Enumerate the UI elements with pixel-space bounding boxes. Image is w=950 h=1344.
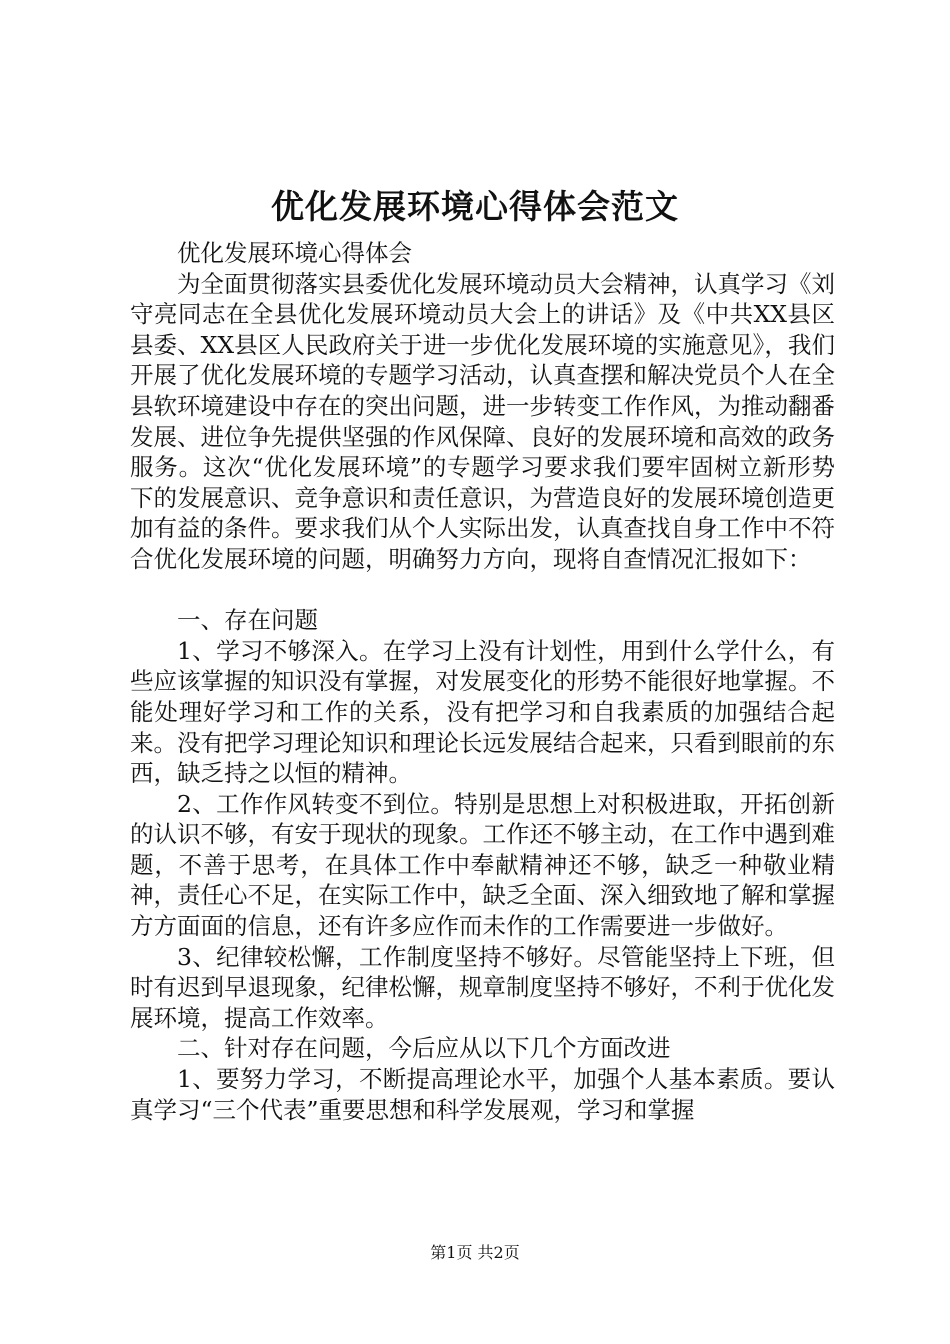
paragraph-intro: 为全面贯彻落实县委优化发展环境动员大会精神，认真学习《刘守亮同志在全县优化发展环境动员大会上的讲话》及《中共XX县区县委、XX县区人民政府关于进一步优化发展环境的实施意见》，我们开展了优化发展环境的专题学习活动，认真查摆和解决党员个人在全县软环境建设中存在的突出问题，进一步转变工作作风，为推动翻番发展、进位争先提供坚强的作风保障、良好的发展环境和高效的政务服务。这次“优化发展环境”的专题学习要求我们要牢固树立新形势下的发展意识、竞争意识和责任意识，为营造良好的发展环境创造更加有益的条件。要求我们从个人实际出发，认真查找自身工作中不符合优化发展环境的问题，明确努力方向，现将自查情况汇报如下： [130,269,835,573]
page-number-footer: 第1页 共2页 [430,1243,520,1262]
paragraph-problem-3: 3、纪律较松懈，工作制度坚持不够好。尽管能坚持上下班，但时有迟到早退现象，纪律松懈，规章制度坚持不够好，不利于优化发展环境，提高工作效率。 [130,942,835,1032]
paragraph-improvement-1: 1、要努力学习，不断提高理论水平，加强个人基本素质。要认真学习“三个代表”重要思想和科学发展观，学习和掌握 [130,1065,835,1124]
paragraph-problem-2: 2、工作作风转变不到位。特别是思想上对积极进取，开拓创新的认识不够，有安于现状的现象。工作还不够主动，在工作中遇到难题，不善于思考，在具体工作中奉献精神还不够，缺乏一种敬业精神，责任心不足，在实际工作中，缺乏全面、深入细致地了解和掌握方方面面的信息，还有许多应作而未作的工作需要进一步做好。 [130,789,835,941]
document-body [130,238,835,1125]
document-title: 优化发展环境心得体会范文 [271,187,679,226]
document-subtitle: 优化发展环境心得体会 [177,239,412,267]
section-heading-problems: 一、存在问题 [177,606,318,635]
paragraph-problem-1: 1、学习不够深入。在学习上没有计划性，用到什么学什么，有些应该掌握的知识没有掌握，对发展变化的形势不能很好地掌握。不能处理好学习和工作的关系，没有把学习和自我素质的加强结合起来。没有把学习理论知识和理论长远发展结合起来，只看到眼前的东西，缺乏持之以恒的精神。 [130,636,835,788]
section-heading-improvements: 二、针对存在问题，今后应从以下几个方面改进 [177,1034,671,1063]
